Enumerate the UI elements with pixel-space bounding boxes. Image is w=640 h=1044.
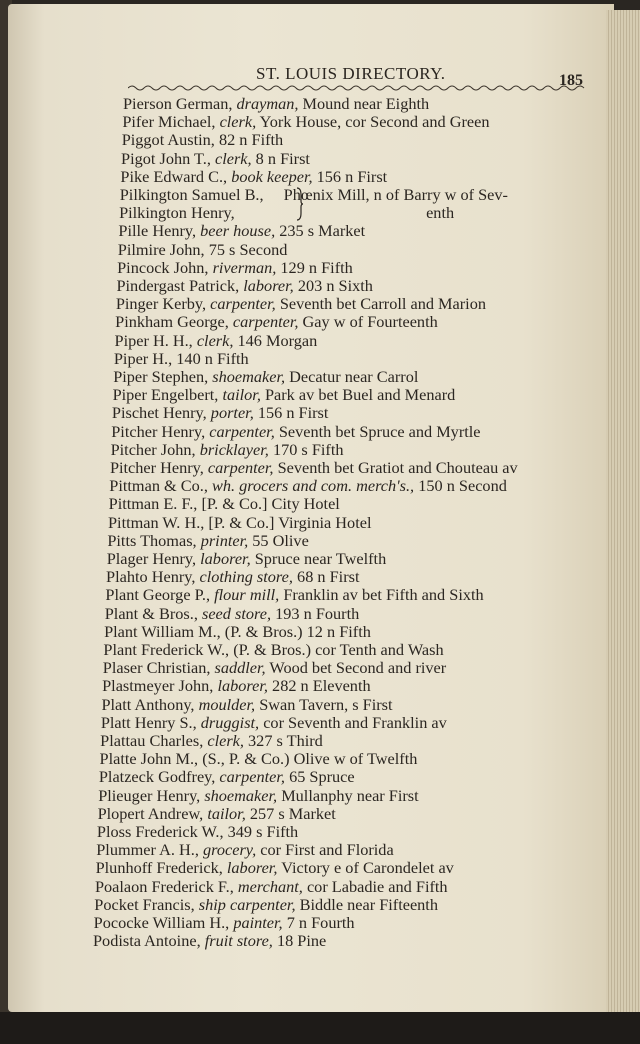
entry-address: Biddle near Fifteenth [299,894,438,914]
entry-occupation: fruit store, [204,931,273,951]
entry-name: Pitcher John, [110,439,196,459]
entry-name: Pitts Thomas, [107,530,197,550]
directory-entry [121,150,310,167]
entry-address: Decatur near Carrol [289,367,419,386]
entry-name: Piper Stephen, [113,367,209,386]
entry-occupation: laborer, [226,858,278,878]
entry-name: Platte John M., [99,749,199,769]
entry-address: Seventh bet Spruce and Myrtle [278,421,481,441]
entry-occupation: shoemaker, [204,785,278,805]
entry-name: Pinger Kerby, [115,294,207,314]
entry-occupation: painter, [233,913,283,932]
entry-address: 203 n Sixth [297,276,373,295]
bracket-symbol [296,187,304,221]
directory-entry [94,914,355,931]
entry-occupation: beer house, [200,221,276,241]
directory-entry [98,805,336,822]
directory-entry [96,859,454,876]
entry-occupation: printer, [200,530,249,550]
entry-address: 282 n Eleventh [272,676,371,696]
entry-name: Piggot Austin, [121,130,215,150]
entry-address: cor Labadie and Fifth [306,876,448,896]
directory-entry [118,241,288,258]
entry-occupation: clerk, [196,330,234,350]
directory-entry [120,186,508,203]
entry-address: 156 n First [257,403,329,423]
wavy-rule [128,84,588,92]
directory-entry [101,714,447,731]
entry-name: Plummer A. H., [96,840,199,860]
directory-entry [94,896,438,913]
entry-address: 156 n First [316,166,388,186]
entry-name: Piper H., [113,348,173,368]
entry-name: Plopert Andrew, [97,803,204,823]
entry-name: Pille Henry, [118,221,197,241]
directory-entry [103,659,446,676]
book-bottom-edge [0,1012,640,1044]
entry-name: Pittman E. F., [108,494,198,514]
entry-occupation: tailor, [207,803,246,823]
directory-entry [113,368,418,385]
entry-name: Pocket Francis, [94,894,195,914]
entry-occupation: clothing store, [199,567,293,587]
entry-occupation: laborer, [243,276,294,295]
directory-entry [98,787,418,804]
entry-name: Pierson German, [123,94,233,113]
entry-name: Plaser Christian, [102,658,211,678]
entry-address: (S., P. & Co.) Olive w of Twelfth [202,749,418,769]
entry-name: Plunhoff Frederick, [95,858,223,878]
entry-name: Pitcher Henry, [111,421,206,441]
entry-name: Pilkington Samuel B., [119,185,264,204]
entry-name: Platt Henry S., [100,712,197,732]
directory-entry [100,732,323,749]
entry-address: 327 s Third [248,731,323,750]
page-number: 185 [559,72,583,89]
entry-name: Plattau Charles, [100,731,204,750]
entry-name: Platzeck Godfrey, [98,767,216,787]
entry-address: cor First and Florida [260,840,394,860]
entry-address: 82 n Fifth [218,130,284,150]
entry-address: York House, cor Second and Green [259,112,490,132]
running-header: ST. LOUIS DIRECTORY. [256,64,446,83]
directory-entry [99,768,355,785]
entry-name: Pinkham George, [115,312,229,332]
directory-entry [111,441,344,458]
entry-address: 75 s Second [208,239,288,259]
entry-occupation: tailor, [222,385,261,405]
entry-address: 150 n Second [418,476,507,496]
entry-address: Victory e of Carondelet av [281,858,454,878]
entry-address: 65 Spruce [289,767,355,787]
directory-entry [114,350,249,367]
entry-occupation: carpenter, [209,421,275,441]
directory-entry [117,259,353,276]
directory-entry [102,677,371,694]
entry-address: 7 n Fourth [286,913,355,932]
directory-entry [116,295,486,312]
entry-name: Pindergast Patrick, [116,276,240,295]
entry-address: Spruce near Twelfth [254,549,387,568]
directory-entry [122,131,284,148]
entry-address: 68 n First [297,567,360,587]
entry-occupation: wh. grocers and com. merch's., [211,476,415,496]
entry-name: Podista Antoine, [93,931,201,951]
entry-occupation: carpenter, [207,458,274,477]
directory-entry [123,95,429,112]
entry-occupation: drayman, [236,94,299,113]
directory-entry [105,605,360,622]
entry-address: Phœnix Mill, n of Barry w of Sev- [283,185,508,204]
entry-address: Franklin av bet Fifth and Sixth [283,585,484,605]
entry-address: Wood bet Second and river [269,658,447,678]
entry-name: Pitcher Henry, [109,458,204,477]
entry-name: Plant Frederick W., [103,640,230,659]
entry-occupation: laborer, [200,549,251,568]
entry-occupation: carpenter, [219,767,285,787]
entry-occupation: riverman, [212,257,277,277]
entry-name: Piper Engelbert, [112,385,219,405]
entry-address: 55 Olive [252,530,309,550]
directory-entry [116,277,372,294]
entry-name: Pigot John T., [121,148,211,168]
directory-entry [107,532,308,549]
entry-address: Gay w of Fourteenth [302,312,438,332]
directory-entry [120,168,387,185]
entry-occupation: book keeper, [231,166,313,186]
entry-occupation: druggist, [200,712,260,732]
entry-name: Piper H. H., [114,330,193,350]
entry-occupation: flour mill, [214,585,280,605]
directory-entry [105,586,483,603]
directory-entry [115,313,438,330]
directory-entry [118,222,365,239]
entry-occupation: porter, [210,403,254,423]
entry-address: 18 Pine [276,931,327,951]
entry-address: Seventh bet Gratiot and Chouteau av [277,458,518,477]
entry-address: 129 n Fifth [280,257,353,277]
directory-entry [113,386,456,403]
entry-occupation: bricklayer, [199,439,269,459]
entry-name: Plieuger Henry, [98,785,201,805]
entry-address: 8 n First [255,148,310,168]
entry-address: Seventh bet Carroll and Marion [279,294,486,314]
entry-address: Swan Tavern, s First [259,694,393,714]
entry-occupation: clerk, [214,148,252,168]
entry-name: Plager Henry, [106,549,197,568]
entry-occupation: clerk, [219,112,257,132]
entry-name: Pike Edward C., [120,166,228,186]
directory-entry [96,841,393,858]
directory-entry [110,459,518,476]
entry-address: Mound near Eighth [302,94,430,113]
directory-entry [101,696,392,713]
directory-entry [95,878,448,895]
entry-name: Plant George P., [105,585,211,605]
entry-occupation: clerk, [207,731,244,750]
entry-name: Poalaon Frederick F., [94,876,234,896]
entry-address: 140 n Fifth [176,348,249,368]
entry-occupation: seed store, [202,603,272,623]
entry-name: Pincock John, [117,257,209,277]
entry-name: Platt Anthony, [101,694,195,714]
directory-entry [107,550,387,567]
entry-name: Pittman W. H., [108,512,205,532]
page-edges [606,10,640,1014]
directory-entry [93,932,326,949]
entry-occupation: ship carpenter, [198,894,296,914]
entry-address: 349 s Fifth [227,822,299,841]
entry-occupation: moulder, [198,694,256,714]
directory-entry [108,514,371,531]
entry-address: (P. & Bros.) cor Tenth and Wash [233,640,444,659]
entry-name: Plastmeyer John, [102,676,214,696]
entry-name: Ploss Frederick W., [96,822,224,841]
entry-occupation: grocery, [203,840,257,860]
directory-entry [111,423,480,440]
entry-name: Pittman & Co., [109,476,208,496]
entry-name: Pococke William H., [93,913,230,932]
entry-name: Pischet Henry, [111,403,207,423]
directory-entry [100,750,418,767]
directory-entry [103,641,443,658]
directory-entry [122,113,489,130]
entry-occupation: laborer, [217,676,268,696]
entry-address: 193 n Fourth [275,603,360,623]
directory-entry [106,568,359,585]
entry-address: [P. & Co.] Virginia Hotel [208,512,372,532]
entry-occupation: merchant, [237,876,303,896]
entry-address: [P. & Co.] City Hotel [201,494,340,514]
entry-address: Mullanphy near First [281,785,419,805]
entry-address: enth [426,203,455,223]
entry-occupation: shoemaker, [212,367,286,386]
entry-name: Pilmire John, [117,239,205,259]
directory-entry [97,823,298,840]
entry-address: 170 s Fifth [272,439,344,459]
directory-entry [104,623,371,640]
entry-occupation: carpenter, [232,312,299,332]
entry-name: Plahto Henry, [106,567,196,587]
entry-address: Park av bet Buel and Menard [264,385,456,405]
entry-name: Plant & Bros., [104,603,198,623]
directory-entry [119,203,455,223]
entry-address: cor Seventh and Franklin av [263,712,447,732]
entry-occupation: saddler, [214,658,266,678]
directory-entry [109,477,507,494]
directory-entry [112,404,329,421]
entry-address: (P. & Bros.) 12 n Fifth [224,621,371,641]
entry-address: 235 s Market [279,221,366,241]
directory-entry [115,332,318,349]
entry-name: Plant William M., [104,621,221,641]
entry-address: 146 Morgan [237,330,318,350]
entry-name: Pilkington Henry, [119,203,235,223]
directory-entry [109,495,340,512]
entry-name: Pifer Michael, [122,112,216,132]
entry-occupation: carpenter, [210,294,276,314]
entry-address: 257 s Market [249,803,336,823]
